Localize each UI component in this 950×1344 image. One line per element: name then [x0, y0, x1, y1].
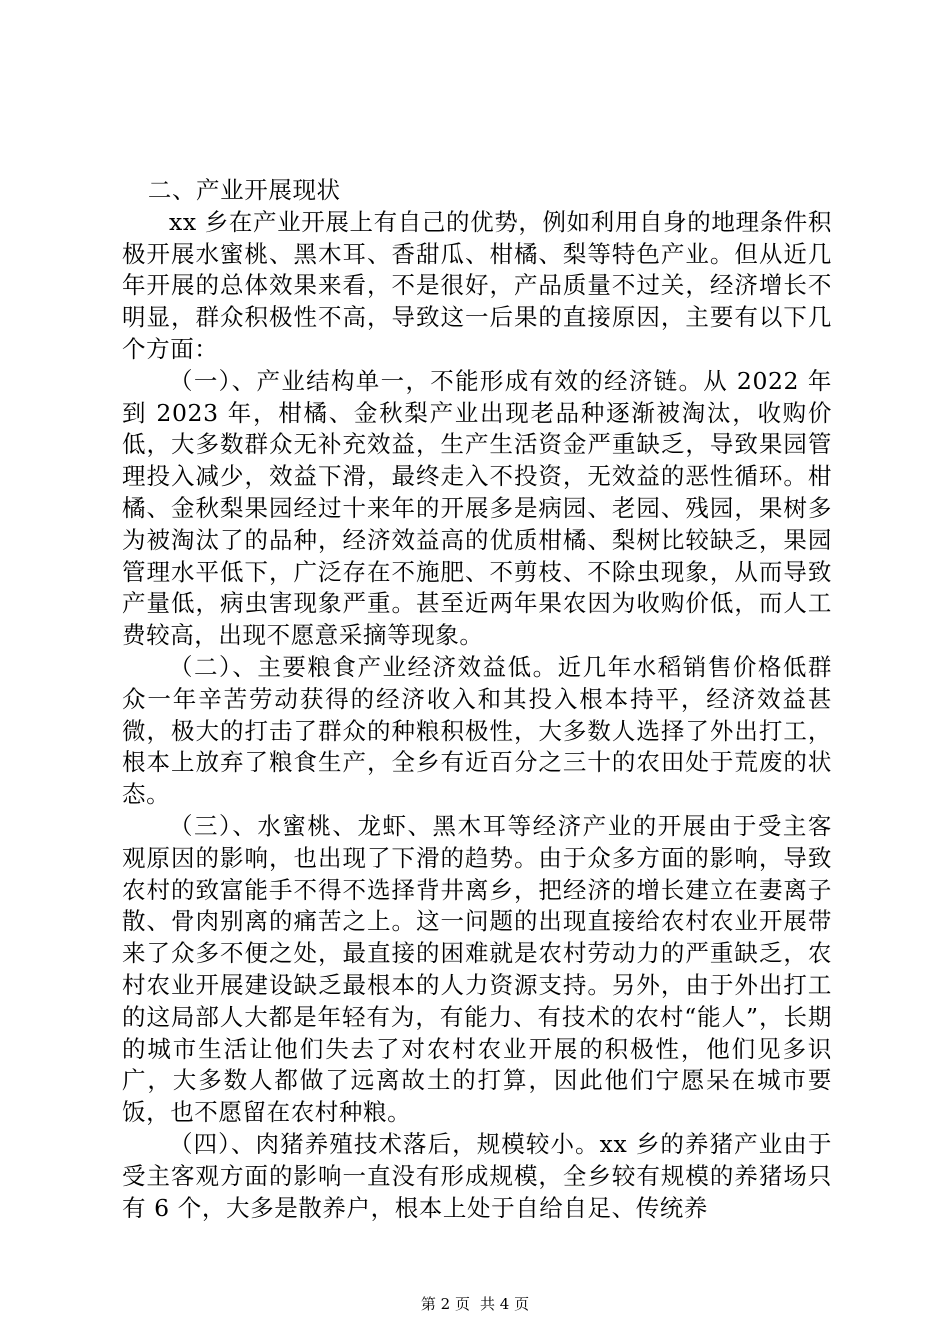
page-number: 第 2 页 [420, 1295, 470, 1313]
section-heading: 二、产业开展现状 [147, 176, 341, 204]
paragraph-point-4: （四）、肉猪养殖技术落后，规模较小。xx 乡的养猪产业由于受主客观方面的影响一直没有形成规模，全乡较有规模的养猪场只有 6 个，大多是散养户，根本上处于自给自足、传统养 [122, 1129, 832, 1222]
paragraph-point-3: （三）、水蜜桃、龙虾、黑木耳等经济产业的开展由于受主客观原因的影响，也出现了下滑的趋势。由于众多方面的影响，导致农村的致富能手不得不选择背井离乡，把经济的增长建立在妻离子散、骨肉别离的痛苦之上。这一问题的出现直接给农村农业开展带来了众多不便之处，最直接的困难就是农村劳动力的严重缺乏，农村农业开展建设缺乏最根本的人力资源支持。另外，由于外出打工的这局部人大都是年轻有为，有能力、有技术的农村“能人”，长期的城市生活让他们失去了对农村农业开展的积极性，他们见多识广，大多数人都做了远离故土的打算，因此他们宁愿呆在城市要饭，也不愿留在农村种粮。 [122, 811, 832, 1127]
page-footer [0, 1294, 950, 1314]
page-total: 共 4 页 [480, 1295, 530, 1313]
paragraph-point-1: （一）、产业结构单一，不能形成有效的经济链。从 2022 年到 2023 年，柑橘、金秋梨产业出现老品种逐渐被淘汰，收购价低，大多数群众无补充效益，生产生活资金严重缺乏，导致果园管理投入减少，效益下滑，最终走入不投资，无效益的恶性循环。柑橘、金秋梨果园经过十来年的开展多是病园、老园、残园，果树多为被淘汰了的品种，经济效益高的优质柑橘、梨树比较缺乏，果园管理水平低下，广泛存在不施肥、不剪枝、不除虫现象，从而导致产量低，病虫害现象严重。甚至近两年果农因为收购价低，而人工费较高，出现不愿意采摘等现象。 [122, 366, 832, 650]
paragraph-point-2: （二）、主要粮食产业经济效益低。近几年水稻销售价格低群众一年辛苦劳动获得的经济收入和其投入根本持平，经济效益甚微，极大的打击了群众的种粮积极性，大多数人选择了外出打工，根本上放弃了粮食生产，全乡有近百分之三十的农田处于荒废的状态。 [122, 652, 832, 809]
document-body [122, 175, 832, 1224]
paragraph-intro: xx 乡在产业开展上有自己的优势，例如利用自身的地理条件积极开展水蜜桃、黑木耳、香甜瓜、柑橘、梨等特色产业。但从近几年开展的总体效果来看，不是很好，产品质量不过关，经济增长不明显，群众积极性不高，导致这一后果的直接原因，主要有以下几个方面： [122, 207, 832, 363]
